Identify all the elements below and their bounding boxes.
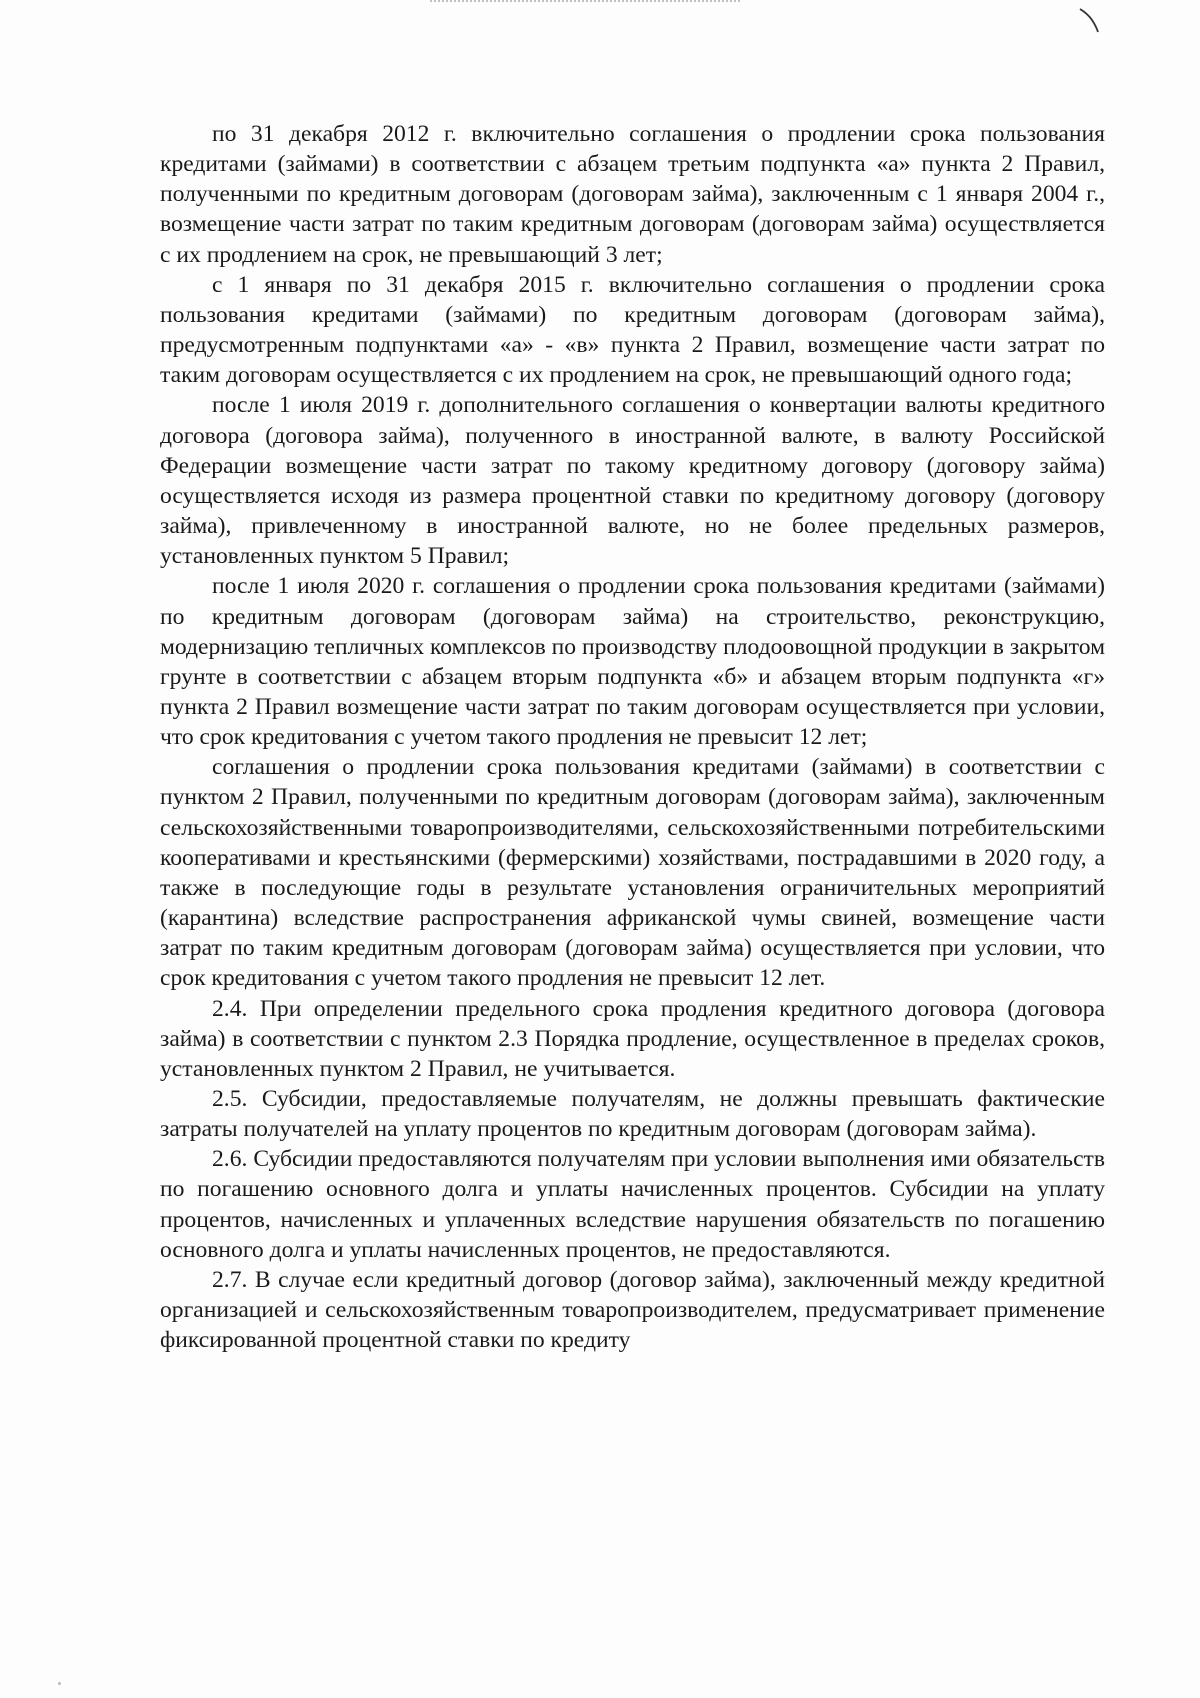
scan-speck bbox=[58, 1682, 61, 1685]
paragraph-2-4: 2.4. При определении предельного срока продления кредитного договора (договора займа) в соответствии с пунктом 2.3 Порядка продление, осуществленное в пределах сроков, установленных пунктом 2 Правил, не учитывается. bbox=[160, 995, 1105, 1082]
paragraph-2-7: 2.7. В случае если кредитный договор (договор займа), заключенный между кредитной организацией и сельскохозяйственным товаропроизводителем, предусматривает применение фиксированной процентной ставки по кредиту bbox=[160, 1266, 1105, 1354]
paragraph-extension-2015: с 1 января по 31 декабря 2015 г. включительно соглашения о продлении срока пользования кредитами (займами) по кредитным договорам (договорам займа), предусмотренным подпунктами «а» - «в» пункта 2 Правил, возмещение части затрат по таким договорам осуществляется с их продлением на срок, не превышающий одного года; bbox=[160, 271, 1105, 389]
paragraph-swine-fever-extension: соглашения о продлении срока пользования кредитами (займами) в соответствии с пунктом 2 Правил, полученными по кредитным договорам (договорам займа), заключенным сельскохозяйственными товаропроизводителями, сельскохозяйственными потребительскими кооперативами и крестьянскими (фермерскими) хозяйствами, пострадавшими в 2020 году, а также в последующие годы в результате установления ограничительных мероприятий (карантина) вследствие распространения африканской чумы свиней, возмещение части затрат по таким кредитным договорам (договорам займа) осуществляется при условии, что срок кредитования с учетом такого продления не превысит 12 лет. bbox=[160, 754, 1105, 992]
paragraph-extension-2012: по 31 декабря 2012 г. включительно соглашения о продлении срока пользования кредитами (займами) в соответствии с абзацем третьим подпункта «а» пункта 2 Правил, полученными по кредитным договорам (договорам займа), заключенным с 1 января 2004 г., возмещение части затрат по таким кредитным договорам (договорам займа) осуществляется с их продлением на срок, не превышающий 3 лет; bbox=[160, 121, 1105, 268]
scan-header-artifact bbox=[430, 0, 740, 6]
paragraph-greenhouse-extension-2020: после 1 июля 2020 г. соглашения о продлении срока пользования кредитами (займами) по кредитным договорам (договорам займа) на строительство, реконструкцию, модернизацию тепличных комплексов по производству плодоовощной продукции в закрытом грунте в соответствии с абзацем вторым подпункта «б» и абзацем вторым подпункта «г» пункта 2 Правил возмещение части затрат по таким договорам осуществляется при условии, что срок кредитования с учетом такого продления не превысит 12 лет; bbox=[160, 573, 1105, 751]
paragraph-2-6: 2.6. Субсидии предоставляются получателям при условии выполнения ими обязательств по погашению основного долга и уплаты начисленных процентов. Субсидии на уплату процентов, начисленных и уплаченных вследствие нарушения обязательств по погашению основного долга и уплаты начисленных процентов, не предоставляются. bbox=[160, 1146, 1105, 1263]
corner-pen-mark bbox=[1078, 6, 1102, 34]
document-body bbox=[160, 119, 1105, 1355]
paragraph-2-5: 2.5. Субсидии, предоставляемые получателям, не должны превышать фактические затраты получателей на уплату процентов по кредитным договорам (договорам займа). bbox=[160, 1086, 1105, 1143]
paragraph-currency-conversion-2019: после 1 июля 2019 г. дополнительного соглашения о конвертации валюты кредитного договора (договора займа), полученного в иностранной валюте, в валюту Российской Федерации возмещение части затрат по такому кредитному договору (договору займа) осуществляется исходя из размера процентной ставки по кредитному договору (договору займа), привлеченному в иностранной валюте, но не более предельных размеров, установленных пунктом 5 Правил; bbox=[160, 392, 1105, 570]
